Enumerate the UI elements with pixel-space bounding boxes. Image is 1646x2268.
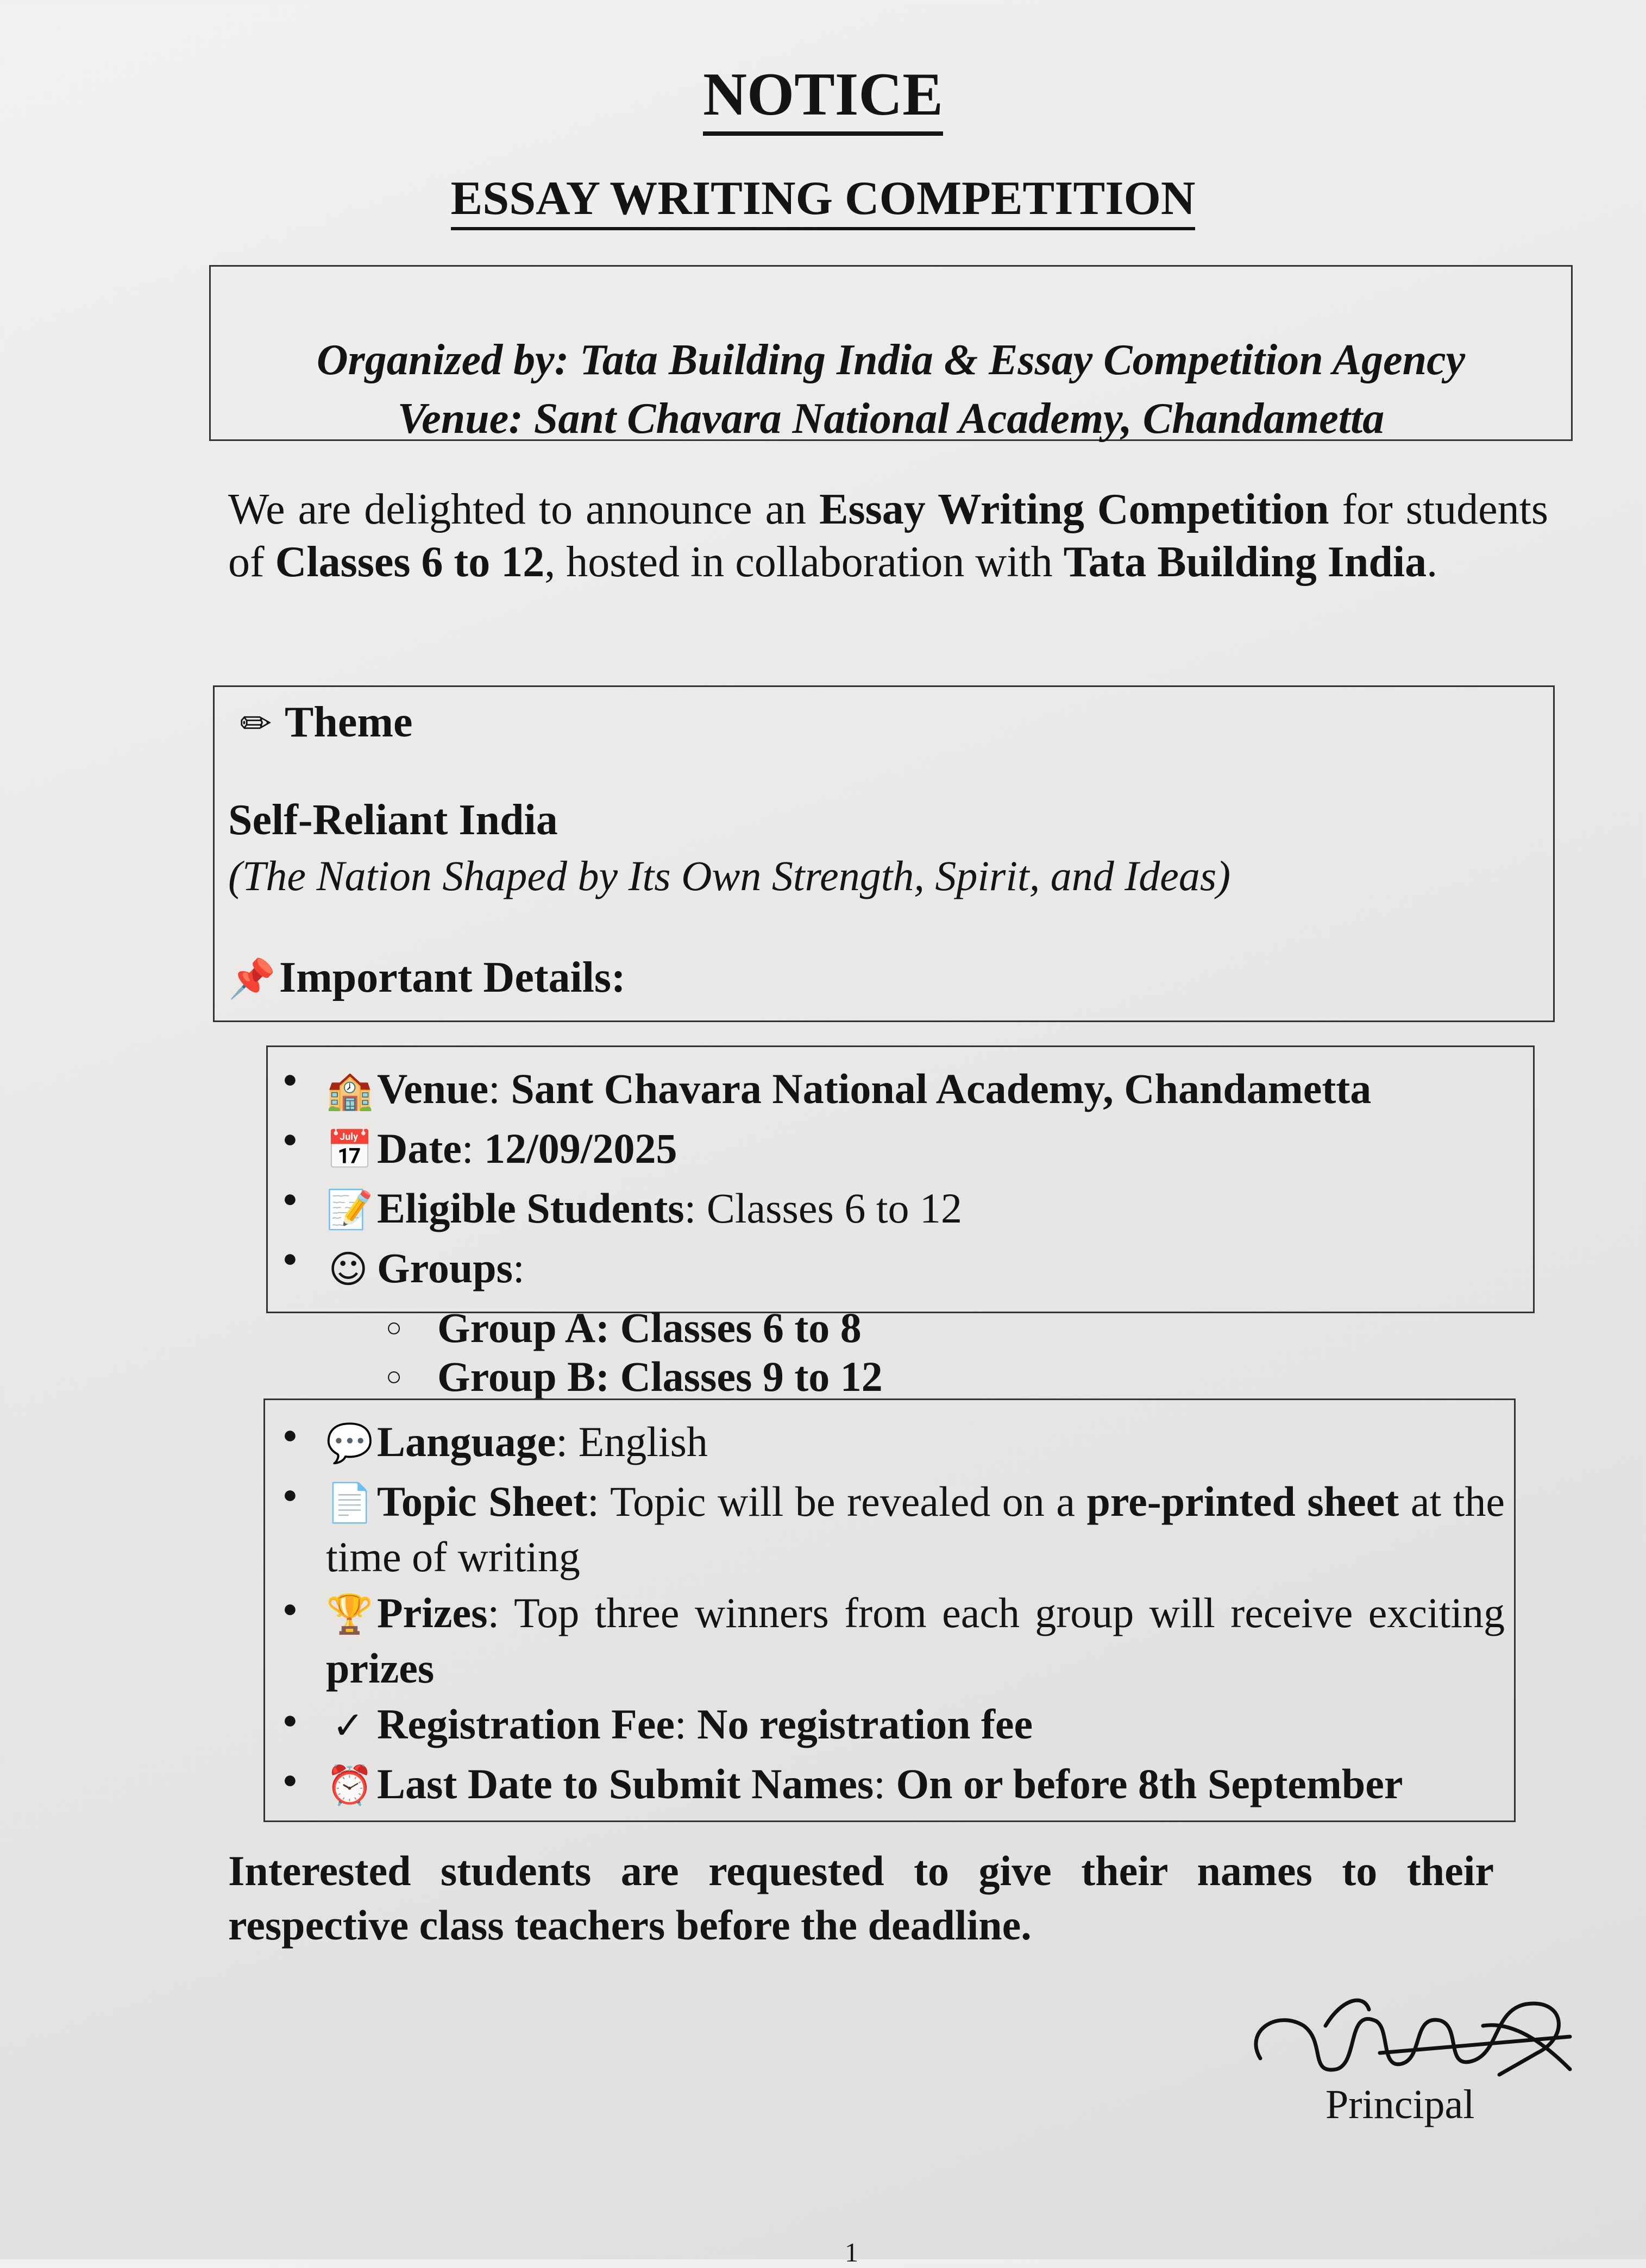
group-a-item: Group A: Classes 6 to 8 [437, 1304, 862, 1351]
document-icon: 📄 [326, 1480, 374, 1525]
theme-heading: ✏ Theme [234, 698, 413, 747]
trophy-icon: 🏆 [326, 1592, 374, 1636]
bullet-icon: ● [282, 1125, 298, 1152]
bullet-icon: ● [282, 1244, 298, 1272]
registration-fee-item: ✓ Registration Fee: No registration fee [326, 1697, 1033, 1753]
sub-bullet-icon: ○ [386, 1361, 403, 1391]
closing-paragraph: Interested students are requested to give their names to their respective class teachers before the deadline. [228, 1847, 1494, 1949]
event-title: ESSAY WRITING COMPETITION [0, 171, 1646, 226]
theme-subtitle: (The Nation Shaped by Its Own Strength, Spirit, and Ideas) [228, 852, 1231, 899]
alarm-clock-icon: ⏰ [326, 1763, 374, 1807]
bullet-icon: ● [282, 1421, 298, 1448]
details-heading: 📌Important Details: [228, 954, 626, 1001]
venue-line: Venue: Sant Chavara National Academy, Chandametta [397, 395, 1385, 443]
eligible-item: 📝Eligible Students: Classes 6 to 12 [326, 1181, 962, 1237]
topic-sheet-item: 📄Topic Sheet: Topic will be revealed on a pre-printed sheet at the time of writing [326, 1475, 1505, 1584]
theme-title: Self-Reliant India [228, 796, 558, 844]
signatory-label: Principal [1325, 2082, 1475, 2127]
organizer-box [209, 265, 1573, 441]
check-mark-icon: ✓ [332, 1703, 365, 1748]
prizes-item: 🏆Prizes: Top three winners from each group will receive exciting prizes [326, 1586, 1505, 1696]
signature [1244, 1944, 1581, 2096]
page-number: 1 [845, 2237, 858, 2267]
pushpin-icon: 📌 [228, 956, 276, 1001]
student-icon: ☺ [328, 1247, 368, 1292]
date-item: 📅Date: 12/09/2025 [326, 1122, 677, 1177]
bullet-icon: ● [282, 1706, 298, 1734]
organizer-line: Organized by: Tata Building India & Essay Competition Agency [316, 336, 1466, 384]
groups-item: ☺ Groups: [326, 1241, 525, 1296]
sub-bullet-icon: ○ [386, 1312, 403, 1343]
bullet-icon: ● [282, 1065, 298, 1093]
intro-paragraph: We are delighted to announce an Essay Writing Competition for students of Classes 6 to 12, hosted in collaboration with Tata Building India. [228, 486, 1549, 586]
group-b-item: Group B: Classes 9 to 12 [437, 1353, 883, 1400]
bullet-icon: ● [282, 1480, 298, 1508]
speech-bubble-icon: 💬 [326, 1421, 374, 1465]
notice-title: NOTICE [0, 60, 1646, 130]
pencil-icon: ✏ [240, 701, 272, 746]
school-icon: 🏫 [326, 1068, 374, 1112]
memo-icon: 📝 [326, 1187, 374, 1232]
venue-item: 🏫Venue: Sant Chavara National Academy, Chandametta [326, 1062, 1371, 1117]
calendar-icon: 📅 [326, 1127, 374, 1172]
last-date-item: ⏰Last Date to Submit Names: On or before 8th September [326, 1757, 1403, 1812]
bullet-icon: ● [282, 1185, 298, 1212]
language-item: 💬Language: English [326, 1415, 708, 1470]
bullet-icon: ● [282, 1595, 298, 1622]
bullet-icon: ● [282, 1766, 298, 1793]
